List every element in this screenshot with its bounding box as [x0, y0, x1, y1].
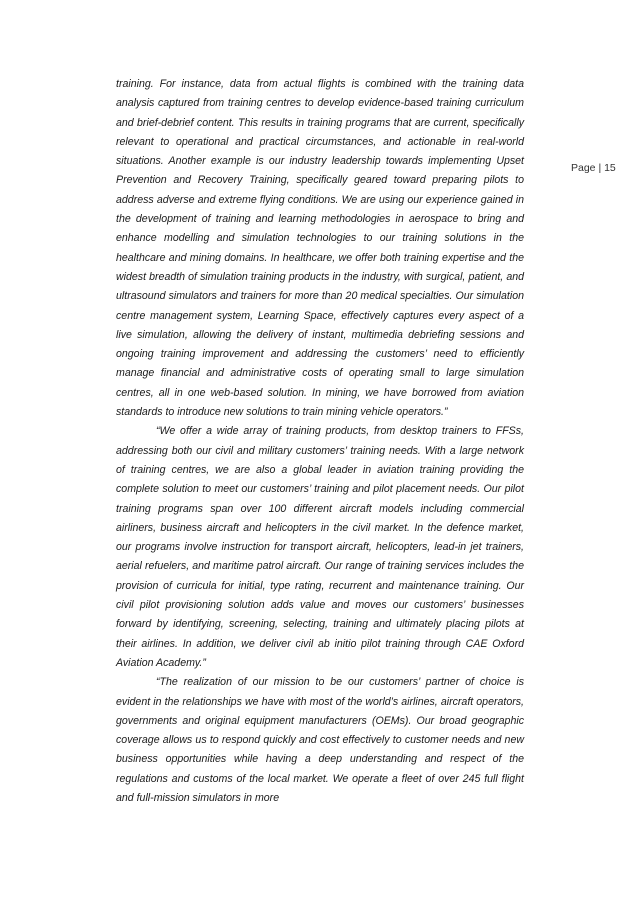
paragraph-3: “The realization of our mission to be our customers’ partner of choice is evident in the relationships we have with most of the world’s airlines, aircraft operators, governments and original equipment manufacturers (OEMs). Our broad geographic coverage allows us to respond quickly and cost effectively to customer needs and new business opportunities while having a deep understanding and respect of the regulations and customs of the local market. We operate a fleet of over 245 full flight and full-mission simulators in more	[116, 676, 524, 804]
body-text	[116, 75, 524, 808]
paragraph-1: training. For instance, data from actual flights is combined with the training data analysis captured from training centres to develop evidence-based training curriculum and brief-debrief content. This results in training programs that are current, specifically relevant to operational and practical circumstances, and actionable in real-world situations. Another example is our industry leadership towards implementing Upset Prevention and Recovery Training, specifically geared toward preparing pilots to address adverse and extreme flying conditions. We are using our experience gained in the development of training and learning methodologies in aerospace to bring and enhance modelling and simulation technologies to our training solutions in the healthcare and mining domains. In healthcare, we offer both training expertise and the widest breadth of simulation training products in the industry, with surgical, patient, and ultrasound simulators and trainers for more than 20 medical specialties. Our simulation centre management system, Learning Space, effectively captures every aspect of a live simulation, allowing the delivery of instant, multimedia debriefing sessions and ongoing training improvement and addressing the customers’ need to efficiently manage financial and administrative costs of operating small to large simulation centres, all in one web-based solution. In mining, we have borrowed from aviation standards to introduce new solutions to train mining vehicle operators.”	[116, 78, 524, 419]
paragraph-2: “We offer a wide array of training products, from desktop trainers to FFSs, addressing both our civil and military customers’ training needs. With a large network of training centres, we are also a global leader in aviation training providing the complete solution to meet our customers’ training and pilot placement needs. Our pilot training programs span over 100 different aircraft models including commercial airliners, business aircraft and helicopters in the civil market. In the defence market, our programs involve instruction for transport aircraft, helicopters, lead-in jet trainers, aerial refuelers, and maritime patrol aircraft. Our range of training services includes the provision of curricula for initial, type rating, recurrent and maintenance training. Our civil pilot provisioning solution adds value and moves our customers’ businesses forward by identifying, screening, selecting, training and ultimately placing pilots at their airlines. In addition, we deliver civil ab initio pilot training through CAE Oxford Aviation Academy.”	[116, 425, 524, 669]
page-number: Page | 15	[571, 162, 616, 174]
